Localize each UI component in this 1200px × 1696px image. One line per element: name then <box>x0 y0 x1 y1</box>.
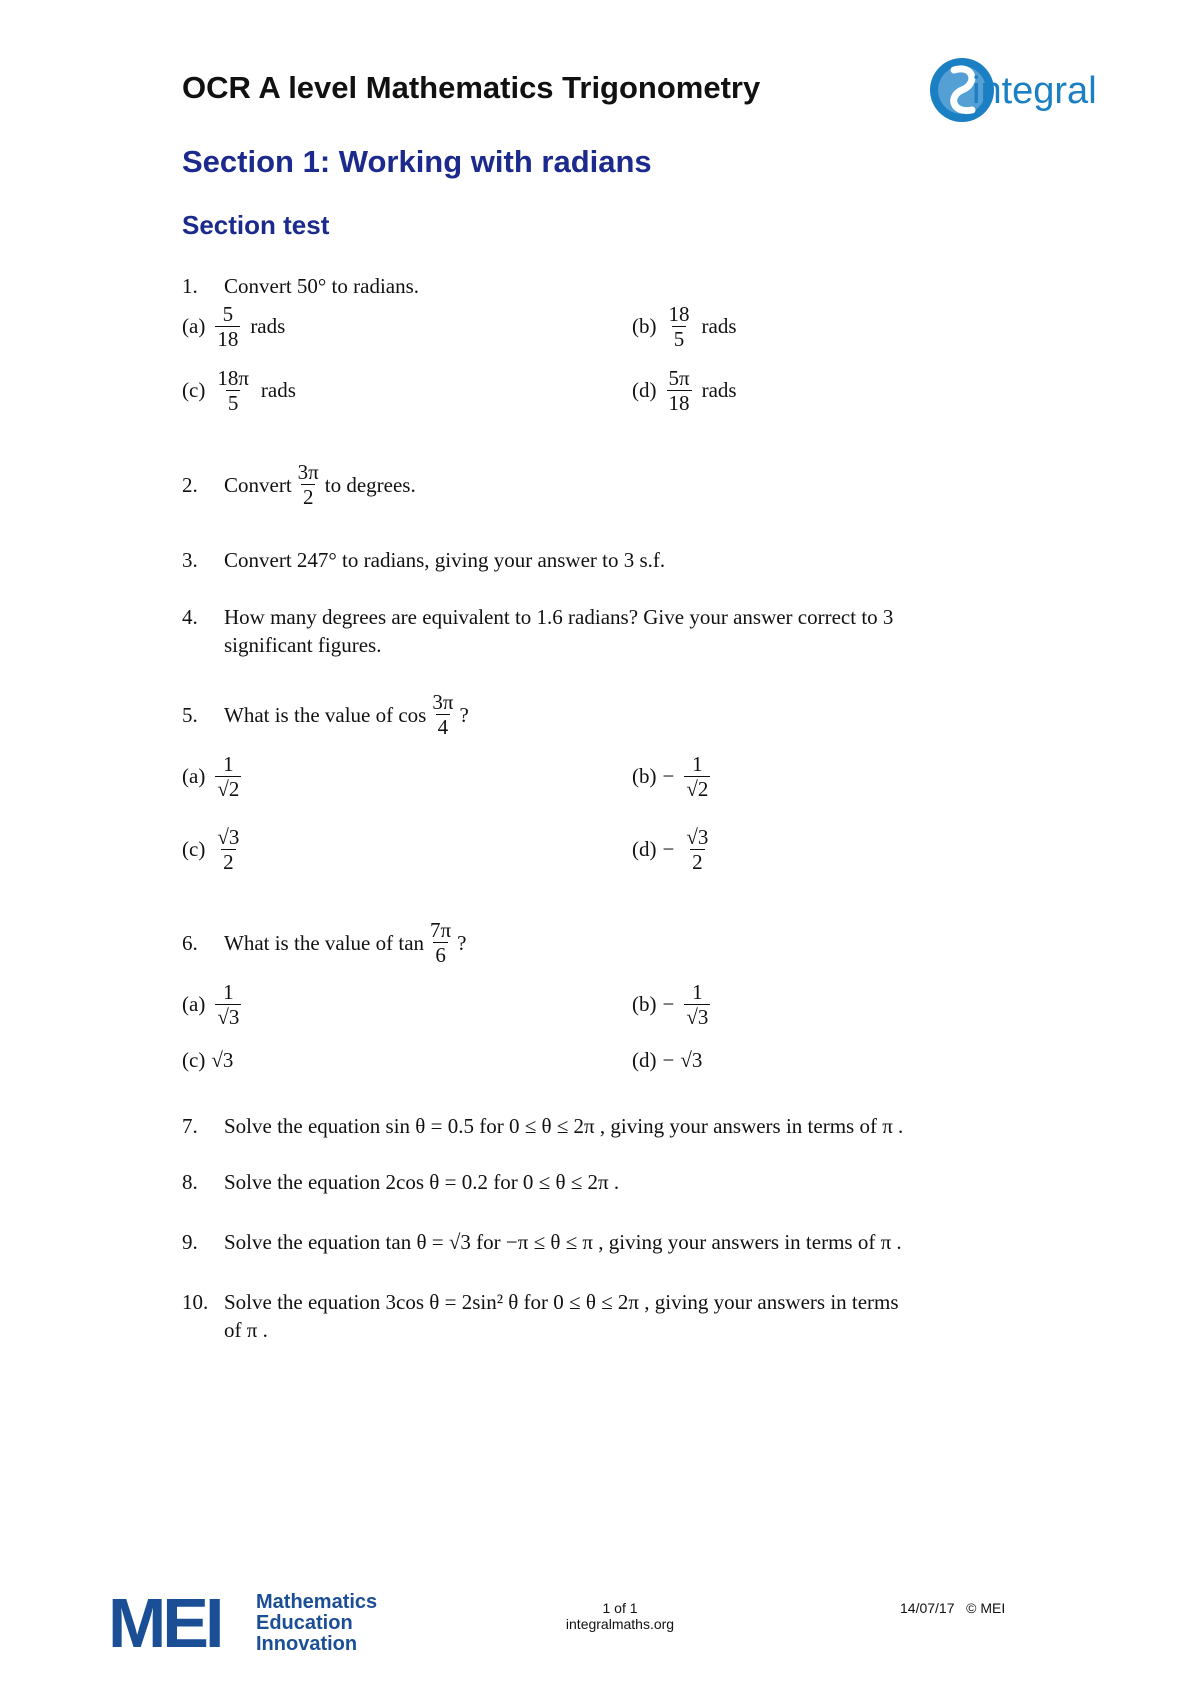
q6-option-a <box>182 980 245 1029</box>
numerator: 5 <box>222 302 234 326</box>
fraction <box>684 825 710 874</box>
q5-option-b <box>632 752 714 801</box>
question-mark: ? <box>457 930 467 955</box>
question-text: Solve the equation 2cos θ = 0.2 for 0 ≤ θ ≤ 2π . <box>224 1170 620 1194</box>
option-label: (b) <box>632 314 657 338</box>
question-3 <box>182 546 665 574</box>
denominator: 2 <box>302 485 314 509</box>
fraction <box>215 752 241 801</box>
fraction <box>684 752 710 801</box>
question-8 <box>182 1168 619 1196</box>
unit: rads <box>701 314 737 338</box>
q5-option-d <box>632 825 714 874</box>
question-text: What is the value of tan <box>224 930 425 955</box>
numerator: 5π <box>668 366 690 390</box>
question-text: Solve the equation sin θ = 0.5 for 0 ≤ θ ≤ 2π , giving your answers in terms of π . <box>224 1114 904 1138</box>
option-label: (c) <box>182 378 206 402</box>
question-text-end: for −π ≤ θ ≤ π , giving your answers in terms of π . <box>476 1230 902 1254</box>
question-number: 3. <box>182 548 198 572</box>
denominator: 4 <box>437 715 449 739</box>
denominator: 18 <box>217 327 239 351</box>
denominator-root: √ 3 <box>215 1004 241 1029</box>
mei-line-1: Mathematics <box>256 1591 378 1613</box>
question-text-end: to degrees. <box>324 472 416 497</box>
question-number: 5. <box>182 702 198 727</box>
numerator-root: √ 3 <box>215 825 241 849</box>
denominator: 6 <box>435 943 446 967</box>
minus-sign: − <box>662 992 675 1016</box>
denominator-root: √ 2 <box>215 776 241 801</box>
numerator: 1 <box>223 980 234 1004</box>
question-number: 9. <box>182 1230 198 1254</box>
question-number: 2. <box>182 472 198 497</box>
numerator: 3π <box>297 460 319 484</box>
section-heading: Section 1: Working with radians <box>182 144 652 179</box>
denominator: 2 <box>223 850 234 874</box>
q1-option-b <box>632 302 737 351</box>
question-text: Solve the equation tan θ = <box>224 1230 444 1254</box>
question-4 <box>182 603 893 659</box>
option-label: (c) <box>182 1048 206 1072</box>
numerator: 1 <box>223 752 234 776</box>
denominator: 5 <box>673 327 685 351</box>
question-text: Convert 247° to radians, giving your answer to 3 s.f. <box>224 548 666 572</box>
option-label: (a) <box>182 992 206 1016</box>
question-mark: ? <box>459 702 469 727</box>
option-label: (c) <box>182 837 206 861</box>
fraction <box>428 918 453 967</box>
question-text: Convert <box>224 472 292 497</box>
question-10 <box>182 1288 899 1344</box>
question-6 <box>182 918 466 967</box>
fraction <box>215 980 241 1029</box>
denominator-root: √ 3 <box>684 1004 710 1029</box>
root-value: √ 3 <box>449 1230 471 1254</box>
numerator: 7π <box>430 918 452 942</box>
root-value: √ 3 <box>211 1048 233 1073</box>
question-text: How many degrees are equivalent to 1.6 radians? Give your answer correct to 3 <box>224 605 894 629</box>
fraction <box>215 366 251 415</box>
q5-option-a <box>182 752 245 801</box>
option-label: (d) <box>632 1048 657 1072</box>
question-5 <box>182 690 469 739</box>
question-number: 6. <box>182 930 198 955</box>
question-1 <box>182 272 419 300</box>
fraction <box>684 980 710 1029</box>
option-label: (b) <box>632 992 657 1016</box>
integral-logo-text: integral <box>972 70 1097 112</box>
mei-logo-text <box>256 1592 377 1655</box>
denominator: 5 <box>227 391 239 415</box>
fraction <box>667 366 692 415</box>
unit: rads <box>701 378 737 402</box>
option-label: (a) <box>182 764 206 788</box>
option-label: (a) <box>182 314 206 338</box>
question-text-line2: of π . <box>224 1318 268 1342</box>
numerator-root: √ 3 <box>684 825 710 849</box>
mei-line-2: Education <box>256 1612 353 1634</box>
q1-option-a <box>182 302 285 351</box>
question-text: What is the value of cos <box>224 702 427 727</box>
question-9 <box>182 1228 902 1256</box>
question-number: 10. <box>182 1290 209 1314</box>
denominator: 2 <box>692 850 703 874</box>
fraction <box>667 302 692 351</box>
question-7 <box>182 1112 903 1140</box>
numerator: 18 <box>668 302 690 326</box>
q6-option-b <box>632 980 714 1029</box>
q5-option-c <box>182 825 245 874</box>
question-2 <box>182 460 416 509</box>
unit: rads <box>250 314 286 338</box>
footer-date: 14/07/17 © MEI <box>900 1600 1006 1616</box>
q6-option-c <box>182 1048 233 1073</box>
numerator: 18π <box>217 366 249 390</box>
section-test-heading: Section test <box>182 210 330 240</box>
minus-sign: − <box>662 764 675 788</box>
question-text-line2: significant figures. <box>224 633 382 657</box>
q1-option-c <box>182 366 296 415</box>
option-label: (d) <box>632 837 657 861</box>
option-label: (b) <box>632 764 657 788</box>
page-number: 1 of 1 <box>602 1600 638 1616</box>
q1-option-d <box>632 366 737 415</box>
question-text: Solve the equation 3cos θ = 2sin² θ for 0 ≤ θ ≤ 2π , giving your answers in terms <box>224 1290 899 1314</box>
fraction <box>430 690 455 739</box>
question-number: 8. <box>182 1170 198 1194</box>
question-text: Convert 50° to radians. <box>224 274 420 298</box>
numerator: 3π <box>432 690 454 714</box>
question-number: 4. <box>182 605 198 629</box>
fraction <box>215 825 241 874</box>
numerator: 1 <box>692 752 703 776</box>
root-value: √ 3 <box>680 1048 702 1073</box>
mei-logo: MEI <box>108 1584 221 1662</box>
minus-sign: − <box>662 837 675 861</box>
unit: rads <box>260 378 296 402</box>
numerator: 1 <box>692 980 703 1004</box>
denominator-root: √ 2 <box>684 776 710 801</box>
minus-sign: − <box>662 1048 675 1072</box>
option-label: (d) <box>632 378 657 402</box>
document-title: OCR A level Mathematics Trigonometry <box>182 70 761 105</box>
site-link[interactable]: integralmaths.org <box>565 1616 675 1632</box>
question-number: 1. <box>182 274 198 298</box>
footer-center <box>560 1600 680 1632</box>
fraction <box>215 302 240 351</box>
fraction <box>296 460 321 509</box>
denominator: 18 <box>668 391 690 415</box>
q6-option-d <box>632 1048 702 1073</box>
question-number: 7. <box>182 1114 198 1138</box>
mei-line-3: Innovation <box>256 1633 358 1655</box>
